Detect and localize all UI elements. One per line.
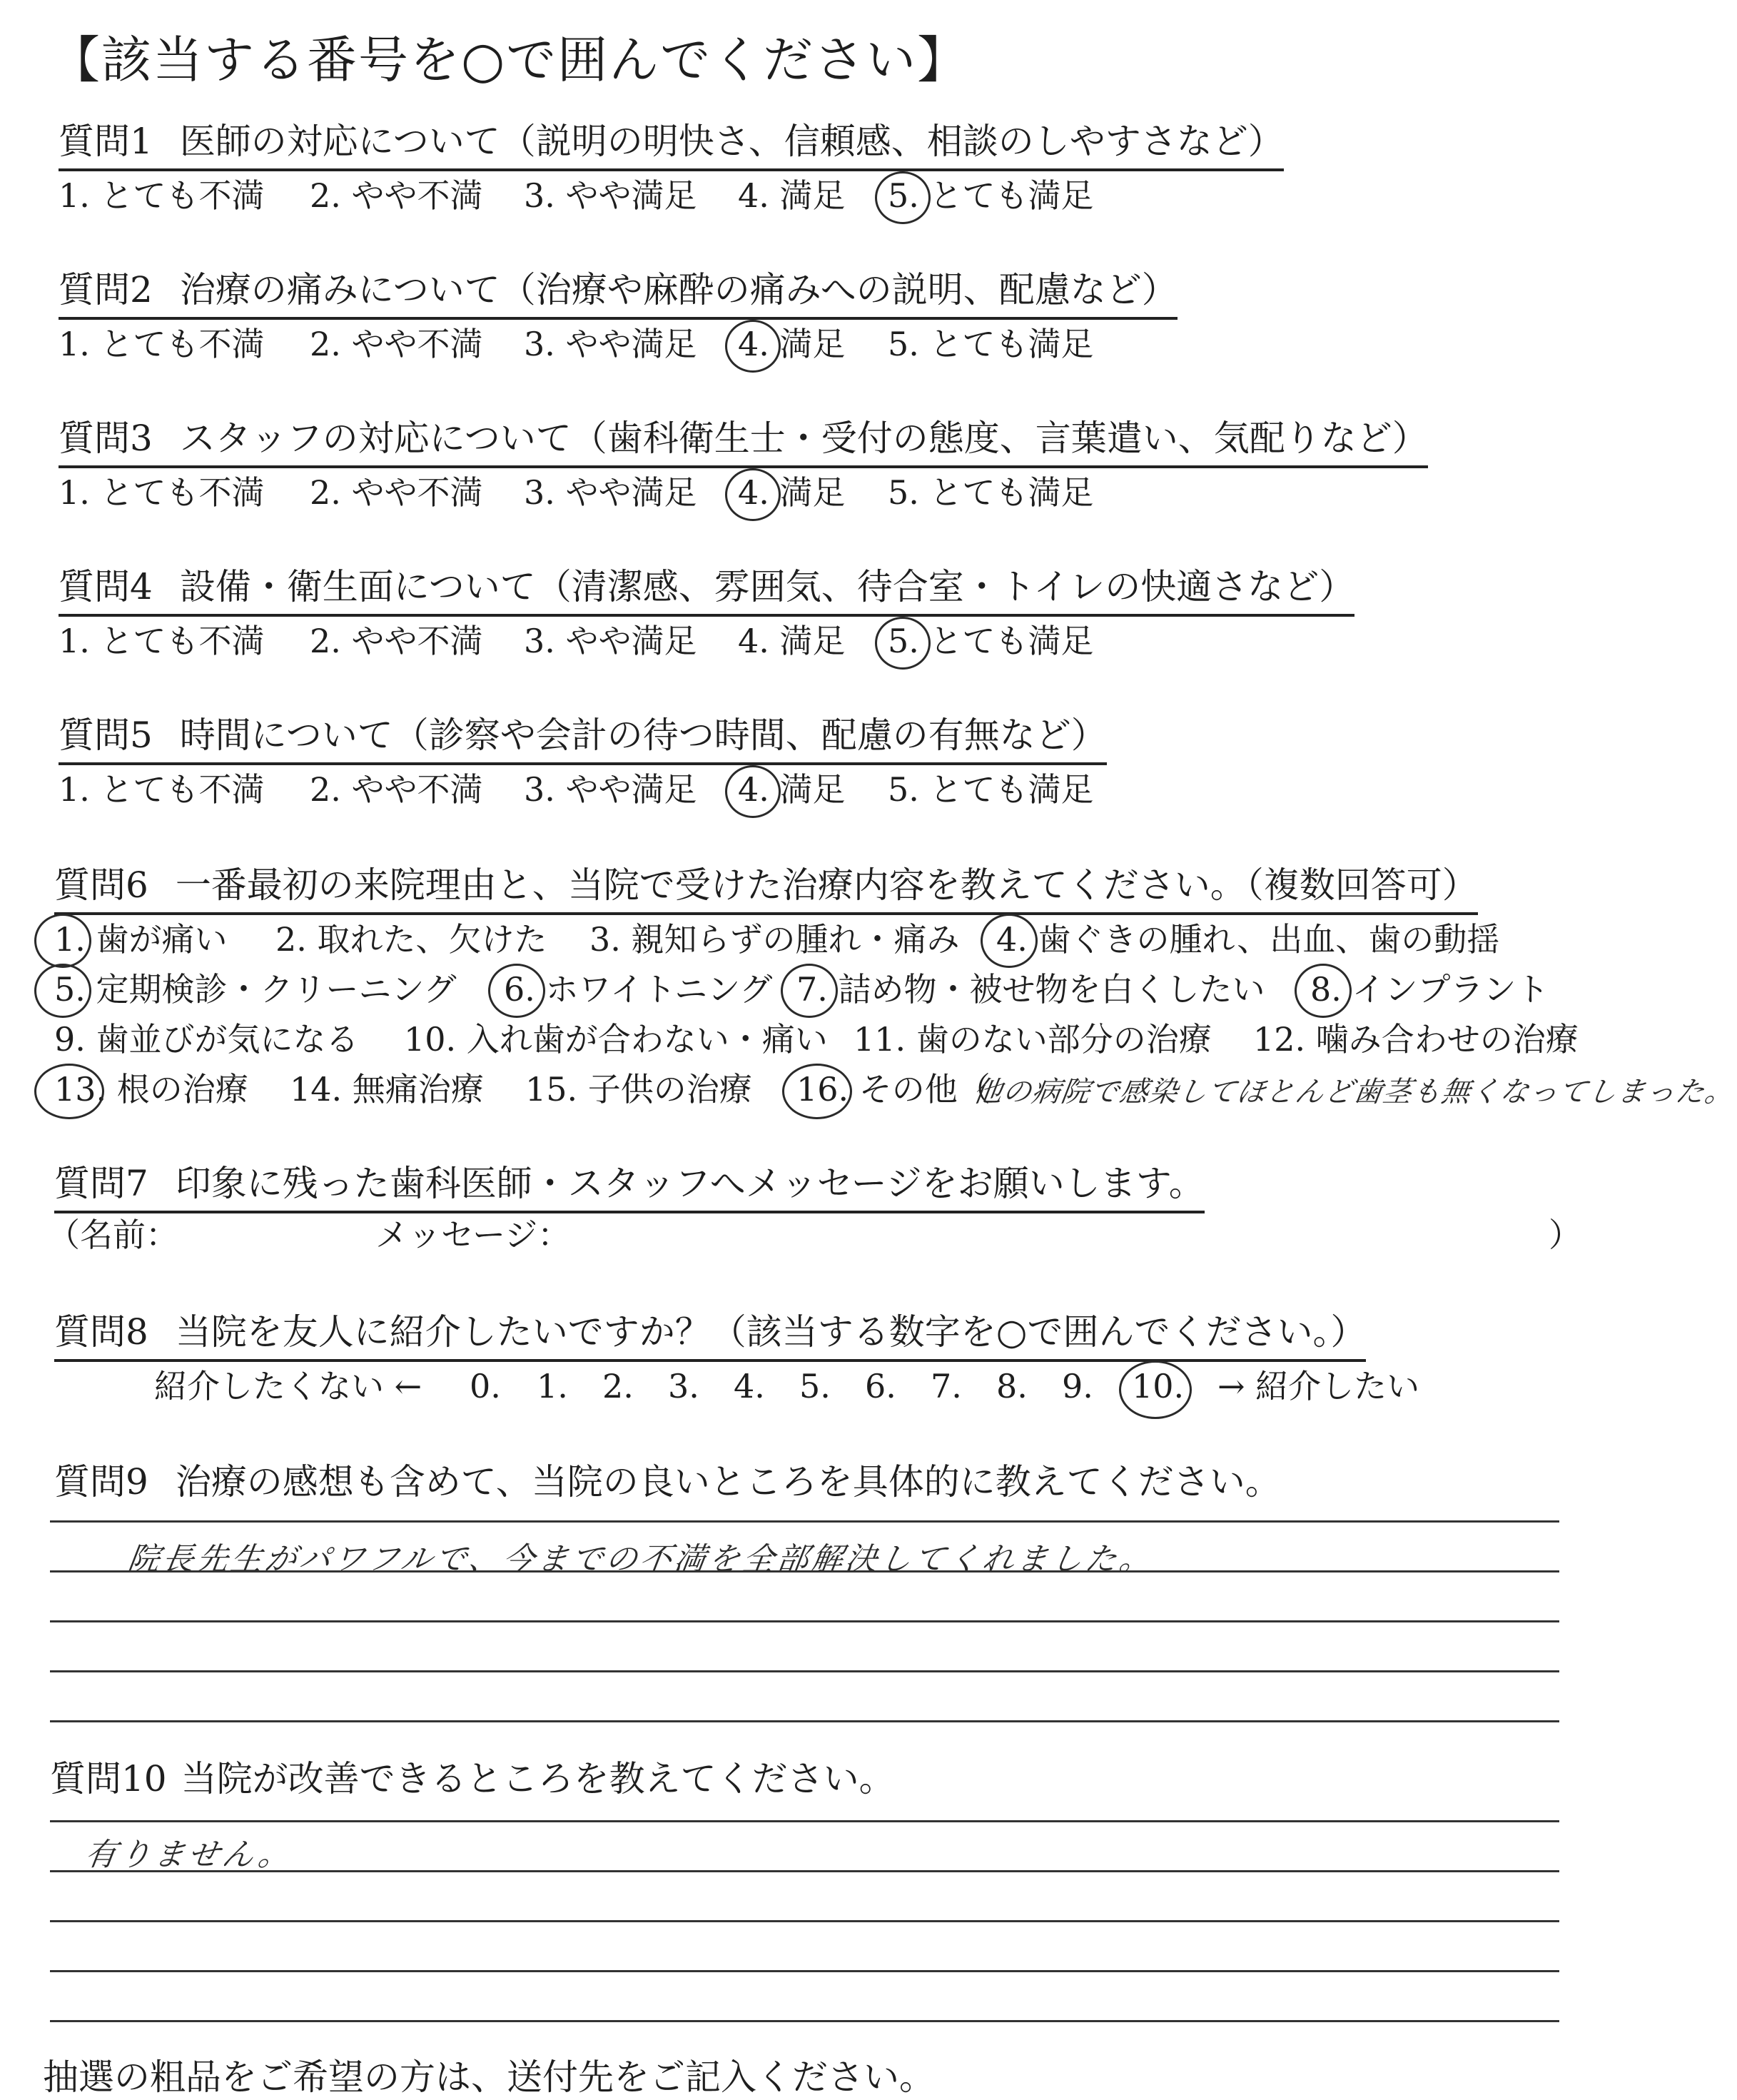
q6-option-15[interactable]: 15. 子供の治療 — [525, 1070, 752, 1109]
q2-title: 質問2 治療の痛みについて（治療や麻酔の痛みへの説明、配慮など） — [59, 267, 1178, 320]
q4-option-3[interactable]: 3. やや満足 — [524, 622, 697, 660]
q5-option-2[interactable]: 2. やや不満 — [310, 770, 483, 809]
q3-option-5[interactable]: 5. とても満足 — [888, 473, 1094, 512]
q10-answer-handwritten[interactable]: 有りません。 — [82, 1837, 295, 1873]
q8-scale-3[interactable]: 3. — [668, 1367, 699, 1405]
q5-selection-circle — [725, 765, 781, 818]
q6-option-5[interactable]: 5. 定期検診・クリーニング — [54, 970, 457, 1009]
q9-line-4 — [50, 1670, 1559, 1672]
q6-option-3[interactable]: 3. 親知らずの腫れ・痛み — [589, 920, 960, 959]
q6-option-4[interactable]: 4. 歯ぐきの腫れ、出血、歯の動揺 — [996, 920, 1500, 959]
q8-left-label: 紹介したくない ← — [154, 1367, 422, 1405]
q6-circle-4 — [981, 914, 1038, 968]
q9-title: 質問9 治療の感想も含めて、当院の良いところを具体的に教えてください。 — [54, 1461, 1281, 1503]
q8-scale-9[interactable]: 9. — [1062, 1367, 1093, 1405]
q6-circle-1 — [34, 914, 91, 968]
q6-other-handwritten: 他の病院で感染してほとんど歯茎も無くなってしまった。 — [971, 1076, 1737, 1109]
q1-title: 質問1 医師の対応について（説明の明快さ、信頼感、相談のしやすさなど） — [59, 118, 1284, 171]
q10-line-2 — [50, 1870, 1559, 1872]
q2-option-3[interactable]: 3. やや満足 — [524, 325, 697, 363]
q6-option-2[interactable]: 2. 取れた、欠けた — [275, 920, 547, 959]
q4-option-5[interactable]: 5. とても満足 — [888, 622, 1094, 660]
q8-scale-7[interactable]: 7. — [931, 1367, 962, 1405]
q10-line-1 — [50, 1820, 1559, 1822]
form-header: 【該当する番号を○で囲んでください】 — [50, 31, 969, 89]
q6-option-14[interactable]: 14. 無痛治療 — [290, 1070, 484, 1109]
q6-option-11[interactable]: 11. 歯のない部分の治療 — [854, 1020, 1212, 1059]
q8-scale-5[interactable]: 5. — [799, 1367, 831, 1405]
q6-option-8[interactable]: 8. インプラント — [1310, 970, 1549, 1009]
q1-option-4[interactable]: 4. 満足 — [738, 176, 846, 215]
q6-circle-8 — [1295, 964, 1352, 1018]
q1-option-1[interactable]: 1. とても不満 — [59, 176, 265, 215]
q7-close-paren: ） — [1549, 1216, 1581, 1254]
q8-scale-1[interactable]: 1. — [537, 1367, 568, 1405]
q6-option-10[interactable]: 10. 入れ歯が合わない・痛い — [404, 1020, 828, 1059]
q3-option-4[interactable]: 4. 満足 — [738, 473, 846, 512]
q3-option-1[interactable]: 1. とても不満 — [59, 473, 265, 512]
q2-option-1[interactable]: 1. とても不満 — [59, 325, 265, 363]
q3-option-3[interactable]: 3. やや満足 — [524, 473, 697, 512]
q10-line-5 — [50, 2020, 1559, 2022]
q1-option-3[interactable]: 3. やや満足 — [524, 176, 697, 215]
q4-option-4[interactable]: 4. 満足 — [738, 622, 846, 660]
q6-circle-6 — [488, 964, 545, 1018]
q6-option-12[interactable]: 12. 噛み合わせの治療 — [1253, 1020, 1579, 1059]
q6-circle-7 — [781, 964, 838, 1018]
q5-title: 質問5 時間について（診察や会計の待つ時間、配慮の有無など） — [59, 712, 1107, 765]
q9-line-1 — [50, 1520, 1559, 1523]
q9-line-5 — [50, 1720, 1559, 1722]
q6-option-1[interactable]: 1. 歯が痛い — [54, 920, 228, 959]
q9-answer-handwritten[interactable]: 院長先生がパワフルで、今までの不満を全部解決してくれました。 — [125, 1541, 1157, 1577]
q6-circle-5 — [34, 964, 91, 1018]
q10-title: 質問10 当院が改善できるところを教えてください。 — [50, 1758, 895, 1799]
q8-scale-2[interactable]: 2. — [602, 1367, 634, 1405]
q1-option-5[interactable]: 5. とても満足 — [888, 176, 1094, 215]
q5-option-3[interactable]: 3. やや満足 — [524, 770, 697, 809]
q8-scale-4[interactable]: 4. — [734, 1367, 765, 1405]
q6-option-16[interactable]: 16. その他（ — [796, 1070, 991, 1109]
q8-scale-0[interactable]: 0. — [470, 1367, 501, 1405]
q3-selection-circle — [725, 468, 781, 521]
q1-option-2[interactable]: 2. やや不満 — [310, 176, 483, 215]
q2-option-4[interactable]: 4. 満足 — [738, 325, 846, 363]
footer-note: 抽選の粗品をご希望の方は、送付先をご記入ください。 — [43, 2056, 935, 2098]
q8-scale-10[interactable]: 10. — [1132, 1367, 1185, 1405]
q6-option-9[interactable]: 9. 歯並びが気になる — [54, 1020, 359, 1059]
q6-circle-13 — [34, 1064, 104, 1119]
q7-message-label: メッセージ： — [375, 1216, 571, 1254]
q4-selection-circle — [875, 617, 931, 670]
q2-option-2[interactable]: 2. やや不満 — [310, 325, 483, 363]
q8-selection-circle — [1119, 1361, 1192, 1419]
q3-title: 質問3 スタッフの対応について（歯科衛生士・受付の態度、言葉遣い、気配りなど） — [59, 415, 1428, 468]
q8-scale-8[interactable]: 8. — [996, 1367, 1028, 1405]
q5-option-1[interactable]: 1. とても不満 — [59, 770, 265, 809]
q10-line-3 — [50, 1920, 1559, 1922]
q2-selection-circle — [725, 320, 781, 373]
q5-option-4[interactable]: 4. 満足 — [738, 770, 846, 809]
q8-right-label: → 紹介したい — [1217, 1367, 1420, 1405]
q6-option-7[interactable]: 7. 詰め物・被せ物を白くしたい — [796, 970, 1265, 1009]
q6-circle-16 — [782, 1064, 852, 1119]
q9-line-3 — [50, 1620, 1559, 1622]
q4-option-2[interactable]: 2. やや不満 — [310, 622, 483, 660]
q7-name-label: （名前： — [47, 1216, 178, 1254]
q6-title: 質問6 一番最初の来院理由と、当院で受けた治療内容を教えてください。（複数回答可） — [54, 862, 1478, 915]
q1-selection-circle — [875, 171, 931, 224]
q6-option-13[interactable]: 13. 根の治療 — [54, 1070, 248, 1109]
q5-option-5[interactable]: 5. とても満足 — [888, 770, 1094, 809]
q4-option-1[interactable]: 1. とても不満 — [59, 622, 265, 660]
q2-option-5[interactable]: 5. とても満足 — [888, 325, 1094, 363]
q8-title: 質問8 当院を友人に紹介したいですか？（該当する数字を○で囲んでください。） — [54, 1309, 1366, 1362]
q9-line-2 — [50, 1570, 1559, 1573]
q4-title: 質問4 設備・衛生面について（清潔感、雰囲気、待合室・トイレの快適さなど） — [59, 564, 1354, 617]
q7-title: 質問7 印象に残った歯科医師・スタッフへメッセージをお願いします。 — [54, 1161, 1205, 1213]
q10-line-4 — [50, 1970, 1559, 1972]
q3-option-2[interactable]: 2. やや不満 — [310, 473, 483, 512]
q8-scale-6[interactable]: 6. — [865, 1367, 896, 1405]
q6-option-6[interactable]: 6. ホワイトニング — [504, 970, 773, 1009]
